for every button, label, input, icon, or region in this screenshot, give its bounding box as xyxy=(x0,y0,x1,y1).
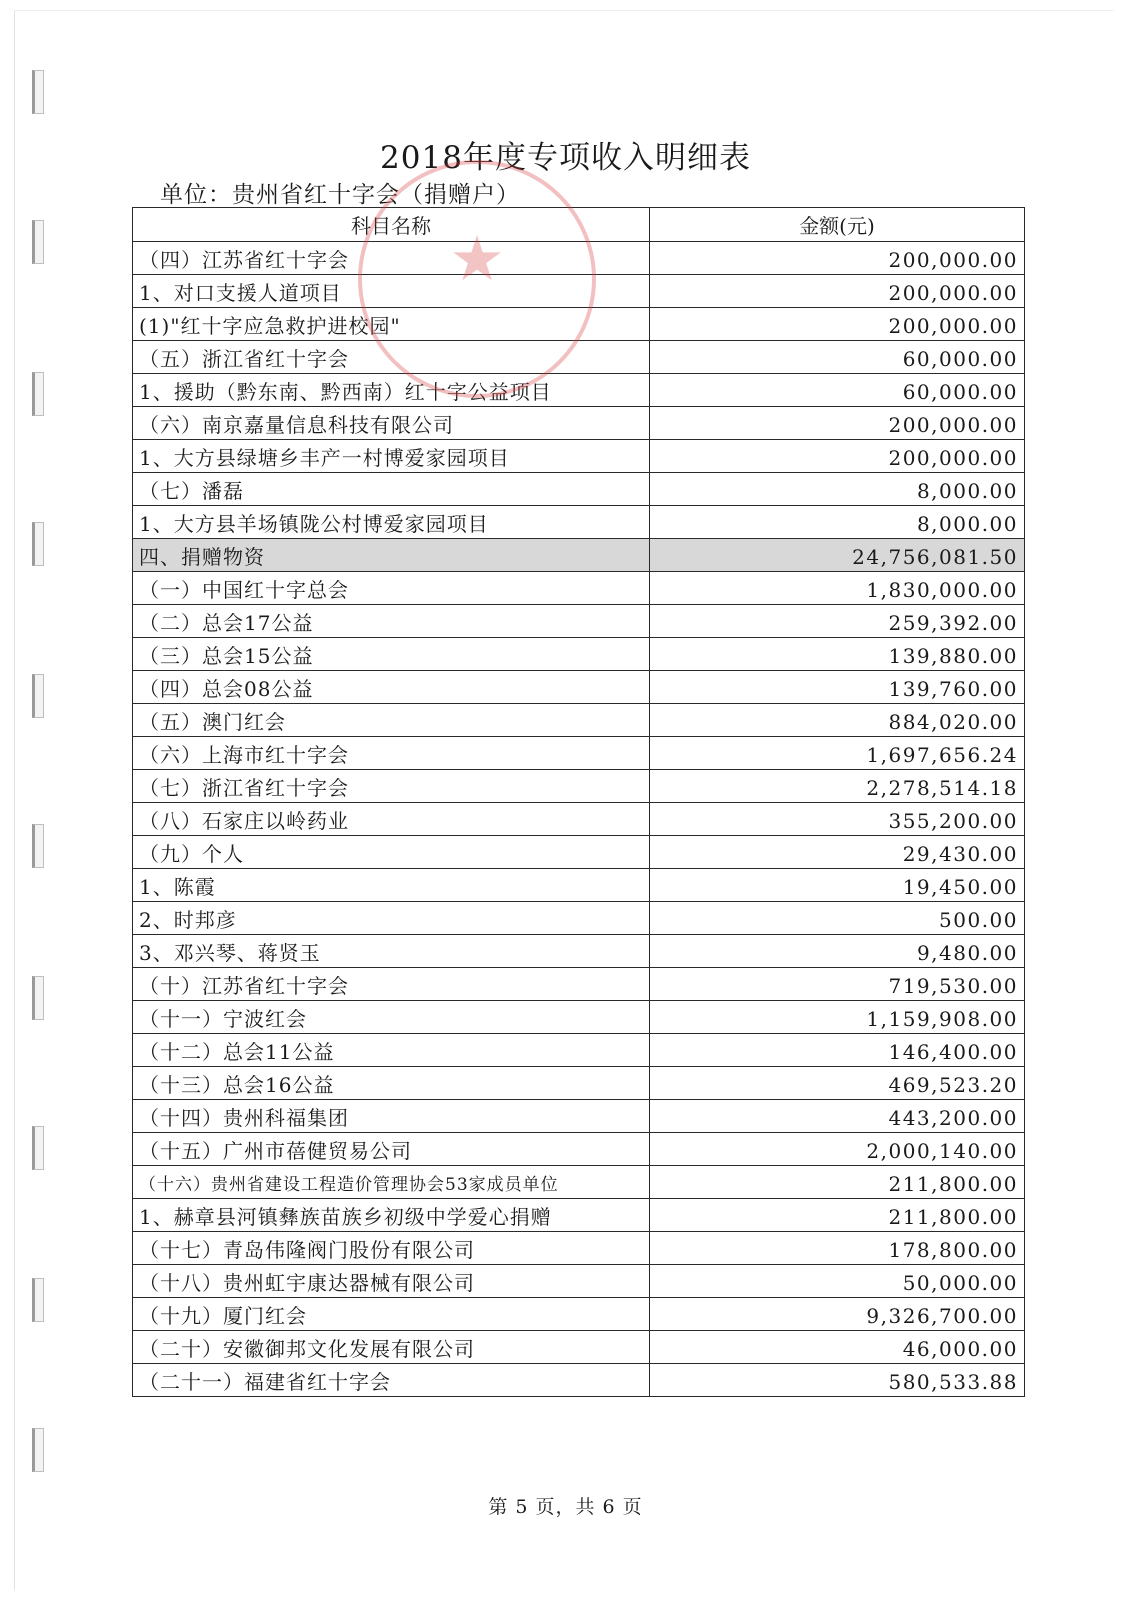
unit-label: 单位：贵州省红十字会（捐赠户） xyxy=(160,182,520,208)
item-name: 四、捐赠物资 xyxy=(133,539,650,572)
item-amount: 146,400.00 xyxy=(650,1034,1025,1067)
item-name: （六）上海市红十字会 xyxy=(133,737,650,770)
table-row xyxy=(133,836,1025,869)
item-name: （二）总会17公益 xyxy=(133,605,650,638)
item-amount: 200,000.00 xyxy=(650,242,1025,275)
item-name: （四）江苏省红十字会 xyxy=(133,242,650,275)
item-name: （三）总会15公益 xyxy=(133,638,650,671)
item-amount: 884,020.00 xyxy=(650,704,1025,737)
table-row xyxy=(133,968,1025,1001)
table-row xyxy=(133,275,1025,308)
item-name: 1、对口支援人道项目 xyxy=(133,275,650,308)
table-row xyxy=(133,1067,1025,1100)
binder-hole xyxy=(32,976,44,1020)
income-detail-table xyxy=(132,207,1025,1397)
item-name: （一）中国红十字总会 xyxy=(133,572,650,605)
table-row xyxy=(133,1166,1025,1199)
item-amount: 580,533.88 xyxy=(650,1364,1025,1397)
header-amount: 金额(元) xyxy=(650,208,1025,242)
item-name: 3、邓兴琴、蒋贤玉 xyxy=(133,935,650,968)
item-name: （四）总会08公益 xyxy=(133,671,650,704)
item-amount: 139,880.00 xyxy=(650,638,1025,671)
page-title: 2018年度专项收入明细表 xyxy=(380,140,751,176)
binder-hole xyxy=(32,372,44,416)
item-name: （十九）厦门红会 xyxy=(133,1298,650,1331)
item-amount: 60,000.00 xyxy=(650,341,1025,374)
item-amount: 50,000.00 xyxy=(650,1265,1025,1298)
table-row xyxy=(133,638,1025,671)
table-row xyxy=(133,803,1025,836)
table-row xyxy=(133,737,1025,770)
item-name: （十五）广州市蓓健贸易公司 xyxy=(133,1133,650,1166)
item-name: 1、陈霞 xyxy=(133,869,650,902)
table-row xyxy=(133,902,1025,935)
item-name: 2、时邦彦 xyxy=(133,902,650,935)
table-row xyxy=(133,1265,1025,1298)
table-row xyxy=(133,869,1025,902)
item-name: （五）浙江省红十字会 xyxy=(133,341,650,374)
table-row xyxy=(133,1331,1025,1364)
item-name: （五）澳门红会 xyxy=(133,704,650,737)
table-row xyxy=(133,1298,1025,1331)
item-amount: 443,200.00 xyxy=(650,1100,1025,1133)
item-name: （六）南京嘉量信息科技有限公司 xyxy=(133,407,650,440)
table-row xyxy=(133,671,1025,704)
seal-star-icon: ★ xyxy=(449,222,505,295)
binder-hole xyxy=(32,70,44,114)
table-row xyxy=(133,704,1025,737)
binder-hole xyxy=(32,1428,44,1472)
binder-hole xyxy=(32,1126,44,1170)
table-row xyxy=(133,341,1025,374)
item-amount: 60,000.00 xyxy=(650,374,1025,407)
item-amount: 1,830,000.00 xyxy=(650,572,1025,605)
item-amount: 200,000.00 xyxy=(650,308,1025,341)
item-amount: 211,800.00 xyxy=(650,1166,1025,1199)
table-row xyxy=(133,1034,1025,1067)
item-amount: 139,760.00 xyxy=(650,671,1025,704)
table-row xyxy=(133,1100,1025,1133)
table-row xyxy=(133,1133,1025,1166)
item-amount: 8,000.00 xyxy=(650,506,1025,539)
item-amount: 2,278,514.18 xyxy=(650,770,1025,803)
item-amount: 719,530.00 xyxy=(650,968,1025,1001)
table-row xyxy=(133,506,1025,539)
table-row xyxy=(133,473,1025,506)
item-amount: 24,756,081.50 xyxy=(650,539,1025,572)
item-name: （七）浙江省红十字会 xyxy=(133,770,650,803)
item-name: （十六）贵州省建设工程造价管理协会53家成员单位 xyxy=(133,1166,650,1199)
page-footer: 第 5 页，共 6 页 xyxy=(488,1496,643,1518)
item-name: （十三）总会16公益 xyxy=(133,1067,650,1100)
item-amount: 469,523.20 xyxy=(650,1067,1025,1100)
item-name: （二十）安徽御邦文化发展有限公司 xyxy=(133,1331,650,1364)
item-amount: 355,200.00 xyxy=(650,803,1025,836)
item-amount: 19,450.00 xyxy=(650,869,1025,902)
item-amount: 8,000.00 xyxy=(650,473,1025,506)
item-name: 1、援助（黔东南、黔西南）红十字公益项目 xyxy=(133,374,650,407)
table-row xyxy=(133,242,1025,275)
item-name: （十一）宁波红会 xyxy=(133,1001,650,1034)
item-amount: 1,697,656.24 xyxy=(650,737,1025,770)
item-name: (1)"红十字应急救护进校园" xyxy=(133,308,650,341)
binder-hole xyxy=(32,824,44,868)
item-amount: 500.00 xyxy=(650,902,1025,935)
item-amount: 46,000.00 xyxy=(650,1331,1025,1364)
binder-hole xyxy=(32,522,44,566)
table-row xyxy=(133,440,1025,473)
item-name: （十二）总会11公益 xyxy=(133,1034,650,1067)
item-amount: 2,000,140.00 xyxy=(650,1133,1025,1166)
item-amount: 29,430.00 xyxy=(650,836,1025,869)
item-name: （二十一）福建省红十字会 xyxy=(133,1364,650,1397)
table-row xyxy=(133,935,1025,968)
item-amount: 259,392.00 xyxy=(650,605,1025,638)
table-row xyxy=(133,605,1025,638)
item-amount: 211,800.00 xyxy=(650,1199,1025,1232)
table-row xyxy=(133,1232,1025,1265)
item-amount: 178,800.00 xyxy=(650,1232,1025,1265)
table-row xyxy=(133,572,1025,605)
item-name: （八）石家庄以岭药业 xyxy=(133,803,650,836)
item-amount: 200,000.00 xyxy=(650,275,1025,308)
item-name: （十）江苏省红十字会 xyxy=(133,968,650,1001)
item-amount: 200,000.00 xyxy=(650,440,1025,473)
table-row xyxy=(133,407,1025,440)
table-row xyxy=(133,1001,1025,1034)
item-name: 1、大方县羊场镇陇公村博爱家园项目 xyxy=(133,506,650,539)
table-row xyxy=(133,1199,1025,1232)
item-amount: 200,000.00 xyxy=(650,407,1025,440)
binder-hole xyxy=(32,1278,44,1322)
item-name: 1、赫章县河镇彝族苗族乡初级中学爱心捐赠 xyxy=(133,1199,650,1232)
table-row xyxy=(133,308,1025,341)
item-name: （十七）青岛伟隆阀门股份有限公司 xyxy=(133,1232,650,1265)
item-name: （九）个人 xyxy=(133,836,650,869)
item-amount: 1,159,908.00 xyxy=(650,1001,1025,1034)
item-amount: 9,480.00 xyxy=(650,935,1025,968)
item-name: 1、大方县绿塘乡丰产一村博爱家园项目 xyxy=(133,440,650,473)
binder-hole xyxy=(32,220,44,264)
item-name: （十四）贵州科福集团 xyxy=(133,1100,650,1133)
item-name: （七）潘磊 xyxy=(133,473,650,506)
item-name: （十八）贵州虹宇康达器械有限公司 xyxy=(133,1265,650,1298)
table-row xyxy=(133,1364,1025,1397)
table-row xyxy=(133,374,1025,407)
table-row-section xyxy=(133,539,1025,572)
table-row xyxy=(133,770,1025,803)
binder-hole xyxy=(32,674,44,718)
header-item-name: 科目名称 xyxy=(133,208,650,242)
item-amount: 9,326,700.00 xyxy=(650,1298,1025,1331)
table-header-row xyxy=(133,208,1025,242)
